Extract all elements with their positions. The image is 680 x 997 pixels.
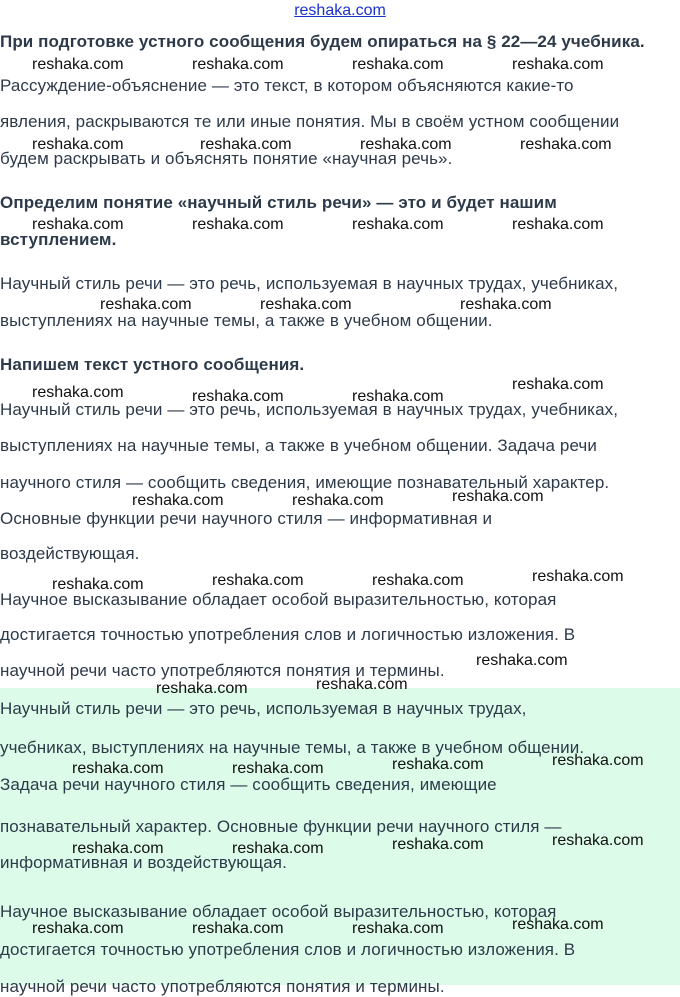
answer-line: учебниках, выступлениях на научные темы, а также в учебном общении. [0, 738, 585, 757]
text-line: научной речи часто употребляются понятия и термины. [0, 661, 445, 680]
site-link[interactable]: reshaka.com [294, 2, 386, 19]
watermark-text: reshaka.com [476, 652, 568, 669]
watermark-text: reshaka.com [32, 920, 124, 937]
watermark-text: reshaka.com [132, 492, 224, 509]
text-line: Основные функции речи научного стиля — информативная и [0, 509, 493, 528]
answer-line: достигается точностью употребления слов и логичностью изложения. В [0, 940, 576, 959]
intro-instruction: При подготовке устного сообщения будем опираться на § 22—24 учебника. [0, 32, 645, 51]
watermark-text: reshaka.com [452, 488, 544, 505]
watermark-text: reshaka.com [552, 752, 644, 769]
answer-line: Научное высказывание обладает особой выразительностью, которая [0, 902, 557, 921]
watermark-text: reshaka.com [232, 840, 324, 857]
watermark-text: reshaka.com [192, 216, 284, 233]
watermark-text: reshaka.com [32, 56, 124, 73]
text-line: Рассуждение-объяснение — это текст, в котором объясняются какие-то [0, 76, 574, 95]
text-line: выступлениях на научные темы, а также в учебном общении. Задача речи [0, 436, 597, 455]
watermark-text: reshaka.com [232, 760, 324, 777]
answer-line: Задача речи научного стиля — сообщить сведения, имеющие [0, 775, 497, 794]
watermark-text: reshaka.com [460, 296, 552, 313]
section-heading: Напишем текст устного сообщения. [0, 355, 305, 374]
answer-line: информативная и воздействующая. [0, 853, 287, 872]
watermark-text: reshaka.com [72, 760, 164, 777]
answer-line: научной речи часто употребляются понятия и термины. [0, 977, 445, 996]
definition-heading: вступлением. [0, 230, 117, 249]
watermark-text: reshaka.com [352, 216, 444, 233]
watermark-text: reshaka.com [100, 296, 192, 313]
watermark-text: reshaka.com [512, 376, 604, 393]
watermark-text: reshaka.com [316, 676, 408, 693]
watermark-text: reshaka.com [352, 920, 444, 937]
text-line: Научное высказывание обладает особой выразительностью, которая [0, 590, 557, 609]
watermark-text: reshaka.com [212, 572, 304, 589]
definition-heading: Определим понятие «научный стиль речи» — это и будет нашим [0, 193, 557, 212]
text-line: выступлениях на научные темы, а также в учебном общении. [0, 311, 493, 330]
watermark-text: reshaka.com [192, 56, 284, 73]
watermark-text: reshaka.com [520, 136, 612, 153]
text-line: будем раскрывать и объяснять понятие «научная речь». [0, 149, 453, 168]
text-line: Научный стиль речи — это речь, используемая в научных трудах, учебниках, [0, 274, 619, 293]
watermark-text: reshaka.com [32, 216, 124, 233]
watermark-text: reshaka.com [512, 56, 604, 73]
watermark-text: reshaka.com [72, 840, 164, 857]
text-line: научного стиля — сообщить сведения, имеющие познавательный характер. [0, 473, 610, 492]
watermark-text: reshaka.com [192, 920, 284, 937]
watermark-text: reshaka.com [352, 56, 444, 73]
text-line: Научный стиль речи — это речь, используемая в научных трудах, учебниках, [0, 400, 619, 419]
watermark-text: reshaka.com [156, 680, 248, 697]
watermark-text: reshaka.com [392, 756, 484, 773]
watermark-text: reshaka.com [32, 136, 124, 153]
watermark-text: reshaka.com [392, 836, 484, 853]
text-line: воздействующая. [0, 544, 140, 563]
watermark-text: reshaka.com [32, 384, 124, 401]
watermark-text: reshaka.com [512, 916, 604, 933]
watermark-text: reshaka.com [200, 136, 292, 153]
watermark-text: reshaka.com [52, 576, 144, 593]
watermark-text: reshaka.com [360, 136, 452, 153]
watermark-text: reshaka.com [352, 388, 444, 405]
answer-line: Научный стиль речи — это речь, используемая в научных трудах, [0, 699, 527, 718]
watermark-text: reshaka.com [552, 832, 644, 849]
watermark-text: reshaka.com [532, 568, 624, 585]
text-line: явления, раскрываются те или иные понятия. Мы в своём устном сообщении [0, 112, 620, 131]
watermark-text: reshaka.com [260, 296, 352, 313]
watermark-text: reshaka.com [512, 216, 604, 233]
watermark-text: reshaka.com [292, 492, 384, 509]
text-line: достигается точностью употребления слов и логичностью изложения. В [0, 625, 576, 644]
watermark-text: reshaka.com [372, 572, 464, 589]
watermark-text: reshaka.com [192, 388, 284, 405]
answer-line: познавательный характер. Основные функции речи научного стиля — [0, 817, 562, 836]
